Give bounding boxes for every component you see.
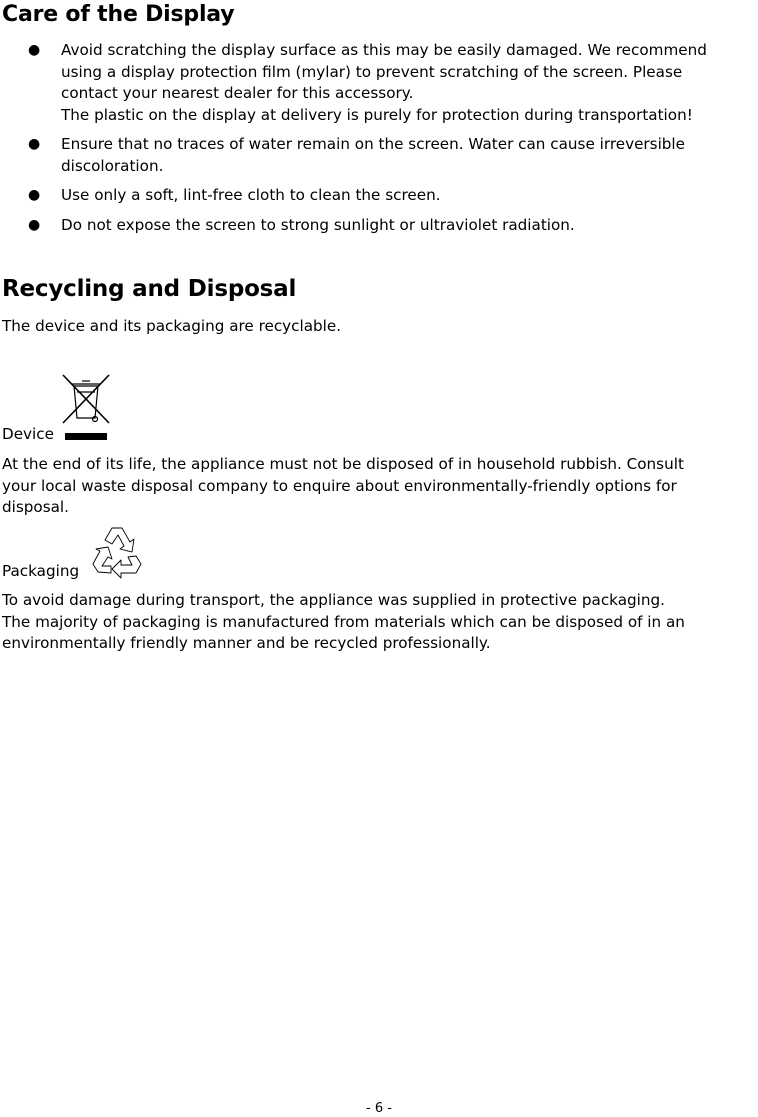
- list-item: [0, 134, 758, 177]
- section-heading-care-of-display: Care of the Display: [2, 2, 235, 27]
- bullet-icon: ●: [28, 187, 41, 203]
- list-item-line: Avoid scratching the display surface as this may be easily damaged. We recommend: [61, 41, 707, 59]
- crossed-out-wheelie-bin-icon: [60, 372, 112, 444]
- list-item: [0, 40, 758, 126]
- list-item-line: Use only a soft, lint-free cloth to clean the screen.: [61, 186, 441, 204]
- device-disposal-text: At the end of its life, the appliance must not be disposed of in household rubbish. Consult your local waste disposal company to enquire about environmentally-friendly options for disposal.: [2, 455, 684, 516]
- list-item-line: using a display protection film (mylar) to prevent scratching of the screen. Please: [61, 62, 683, 81]
- list-item-line: contact your nearest dealer for this accessory.: [61, 84, 414, 102]
- list-item-line: Do not expose the screen to strong sunlight or ultraviolet radiation.: [61, 215, 575, 234]
- care-bullet-list: [0, 40, 758, 244]
- bullet-icon: ●: [28, 216, 41, 233]
- list-item: [0, 215, 758, 237]
- bullet-icon: ●: [28, 42, 41, 58]
- list-item: [0, 185, 758, 207]
- list-item-line: discoloration.: [61, 156, 164, 175]
- bullet-icon: ●: [28, 136, 41, 152]
- packaging-label: Packaging: [2, 562, 80, 580]
- recycling-symbol-icon: [88, 522, 146, 580]
- page-number: - 6 -: [366, 1101, 392, 1116]
- recycling-intro-text: The device and its packaging are recyclable.: [2, 317, 342, 335]
- packaging-disposal-text: To avoid damage during transport, the appliance was supplied in protective packaging. The majority of packaging is manufactured from materials which can be disposed of in an environmentally friendly manner and be recycled professionally.: [2, 591, 685, 652]
- device-label: Device: [2, 425, 54, 443]
- list-item-line: The plastic on the display at delivery is purely for protection during transportation!: [61, 105, 693, 124]
- section-heading-recycling-disposal: Recycling and Disposal: [2, 276, 297, 302]
- list-item-line: Ensure that no traces of water remain on the screen. Water can cause irreversible: [61, 135, 685, 153]
